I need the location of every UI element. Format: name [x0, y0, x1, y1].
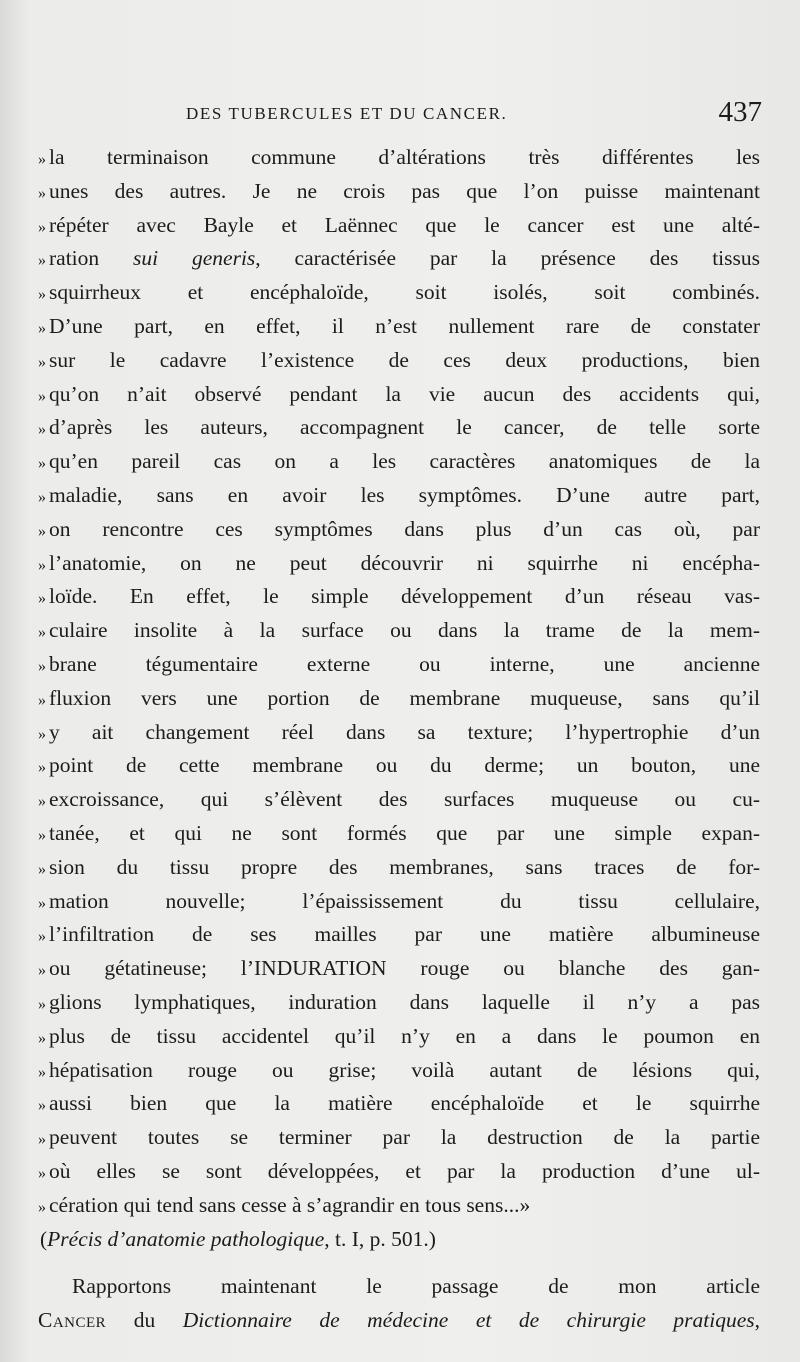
quote-mark: » — [38, 1029, 46, 1047]
quote-mark: » — [38, 556, 46, 574]
quote-line — [38, 1020, 760, 1054]
quote-line — [38, 716, 760, 750]
quote-line — [38, 783, 760, 817]
quote-text: y ait changement réel dans sa texture; l’hypertrophie d’un — [49, 719, 760, 744]
dictionary-title: Dictionnaire de médecine et de chirurgie pratiques — [182, 1308, 755, 1333]
quote-line — [38, 513, 760, 547]
quote-text: où elles se sont développées, et par la production d’une ul- — [49, 1158, 760, 1183]
quote-text: hépatisation rouge ou grise; voilà autant de lésions qui, — [49, 1057, 760, 1082]
paragraph-line-2 — [38, 1304, 760, 1338]
quote-mark: » — [38, 590, 46, 608]
quote-line — [38, 242, 760, 276]
quote-text: fluxion vers une portion de membrane muqueuse, sans qu’il — [49, 685, 760, 710]
quote-mark: » — [38, 826, 46, 844]
quote-line — [38, 445, 760, 479]
quote-line — [38, 1087, 760, 1121]
quote-line — [38, 175, 760, 209]
quote-text: sur le cadavre l’existence de ces deux productions, bien — [49, 347, 760, 372]
quote-mark: » — [38, 725, 46, 743]
quote-line — [38, 141, 760, 175]
quote-mark: » — [38, 860, 46, 878]
quote-line — [38, 952, 760, 986]
quote-text: sion du tissu propre des membranes, sans traces de for- — [49, 854, 760, 879]
quote-line — [38, 885, 760, 919]
quote-mark: » — [38, 1198, 46, 1216]
article-name: Cancer — [38, 1308, 107, 1333]
quote-line — [38, 1189, 760, 1223]
quote-text: maladie, sans en avoir les symptômes. D’une autre part, — [49, 482, 760, 507]
quote-text: cération qui tend sans cesse à s’agrandir en tous sens...» — [49, 1192, 531, 1217]
quote-text: glions lymphatiques, induration dans laquelle il n’y a pas — [49, 989, 760, 1014]
quote-line — [38, 1121, 760, 1155]
citation-rest: , t. I, p. 501.) — [324, 1226, 436, 1251]
quote-line — [38, 1155, 760, 1189]
quote-line — [38, 817, 760, 851]
quote-mark: » — [38, 218, 46, 236]
quote-text: répéter avec Bayle et Laënnec que le cancer est une alté- — [49, 212, 760, 237]
quote-mark: » — [38, 387, 46, 405]
quote-line — [38, 479, 760, 513]
quote-mark: » — [38, 286, 46, 304]
quote-mark: » — [38, 759, 46, 777]
quote-mark: » — [38, 995, 46, 1013]
quote-text: peuvent toutes se terminer par la destruction de la partie — [49, 1125, 760, 1150]
quote-mark: » — [38, 1063, 46, 1081]
quote-text: ou gétatineuse; l’INDURATION rouge ou blanche des gan- — [49, 956, 760, 981]
quote-text: d’après les auteurs, accompagnent le cancer, de telle sorte — [49, 415, 760, 440]
quote-mark: » — [38, 319, 46, 337]
quote-mark: » — [38, 793, 46, 811]
quote-line — [38, 310, 760, 344]
quote-text: mation nouvelle; l’épaississement du tissu cellulaire, — [49, 888, 760, 913]
quote-text: brane tégumentaire externe ou interne, une ancienne — [49, 651, 760, 676]
quote-line — [38, 986, 760, 1020]
quote-text: ration — [49, 246, 134, 271]
paragraph-punct: , — [754, 1308, 760, 1333]
quote-text: la terminaison commune d’altérations très différentes les — [49, 145, 760, 169]
citation-reference — [38, 1223, 760, 1257]
quote-mark: » — [38, 421, 46, 439]
quote-mark: » — [38, 1097, 46, 1115]
quote-mark: » — [38, 488, 46, 506]
quote-line — [38, 648, 760, 682]
quote-mark: » — [38, 928, 46, 946]
page-header — [186, 96, 766, 136]
italic-term: sui generis — [133, 246, 256, 271]
quote-text: squirrheux et encéphaloïde, soit isolés, soit combinés. — [49, 280, 760, 305]
quote-line — [38, 851, 760, 885]
quote-text: qu’en pareil cas on a les caractères anatomiques de la — [49, 449, 760, 474]
citation-open: ( — [40, 1226, 48, 1251]
quote-text: , caractérisée par la présence des tissus — [255, 246, 760, 271]
quote-text: qu’on n’ait observé pendant la vie aucun des accidents qui, — [49, 381, 760, 406]
quote-line — [38, 1054, 760, 1088]
quote-line — [38, 614, 760, 648]
quote-mark: » — [38, 624, 46, 642]
citation-title: Précis d’anatomie pathologique — [47, 1226, 325, 1251]
quote-text: l’anatomie, on ne peut découvrir ni squirrhe ni encépha- — [49, 550, 760, 575]
quotation-block — [38, 141, 760, 1223]
quote-mark: » — [38, 522, 46, 540]
quote-mark: » — [38, 962, 46, 980]
quote-line — [38, 918, 760, 952]
paragraph-line-1: Rapportons maintenant le passage de mon article — [72, 1274, 760, 1299]
quote-text: plus de tissu accidentel qu’il n’y en a dans le poumon en — [49, 1023, 760, 1048]
quote-line — [38, 547, 760, 581]
quote-line — [38, 749, 760, 783]
quote-mark: » — [38, 184, 46, 202]
quote-mark: » — [38, 252, 46, 270]
quote-mark: » — [38, 151, 46, 168]
quote-line — [38, 682, 760, 716]
quote-mark: » — [38, 1164, 46, 1182]
quote-text: on rencontre ces symptômes dans plus d’un cas où, par — [49, 516, 760, 541]
quote-mark: » — [38, 657, 46, 675]
quote-line — [38, 209, 760, 243]
quote-text: point de cette membrane ou du derme; un bouton, une — [49, 753, 760, 778]
quote-text: unes des autres. Je ne crois pas que l’on puisse maintenant — [49, 178, 760, 203]
quote-mark: » — [38, 691, 46, 709]
quote-line — [38, 580, 760, 614]
quote-mark: » — [38, 455, 46, 473]
paragraph-text: du — [106, 1308, 183, 1333]
quote-mark: » — [38, 1131, 46, 1149]
quote-line — [38, 411, 760, 445]
quote-line — [38, 378, 760, 412]
quote-text: l’infiltration de ses mailles par une matière albumineuse — [49, 922, 760, 947]
quote-text: excroissance, qui s’élèvent des surfaces muqueuse ou cu- — [49, 787, 760, 812]
quote-text: tanée, et qui ne sont formés que par une simple expan- — [49, 820, 760, 845]
quote-mark: » — [38, 353, 46, 371]
quote-mark: » — [38, 894, 46, 912]
quote-text: D’une part, en effet, il n’est nullement rare de constater — [49, 313, 760, 338]
page-body — [38, 141, 760, 1338]
quote-text: aussi bien que la matière encéphaloïde et le squirrhe — [49, 1091, 760, 1116]
quote-text: culaire insolite à la surface ou dans la trame de la mem- — [49, 618, 760, 643]
quote-line — [38, 276, 760, 310]
running-title: DES TUBERCULES ET DU CANCER. — [186, 104, 508, 123]
quote-text: loïde. En effet, le simple développement d’un réseau vas- — [49, 584, 760, 609]
quote-line — [38, 344, 760, 378]
page-number: 437 — [718, 96, 762, 128]
